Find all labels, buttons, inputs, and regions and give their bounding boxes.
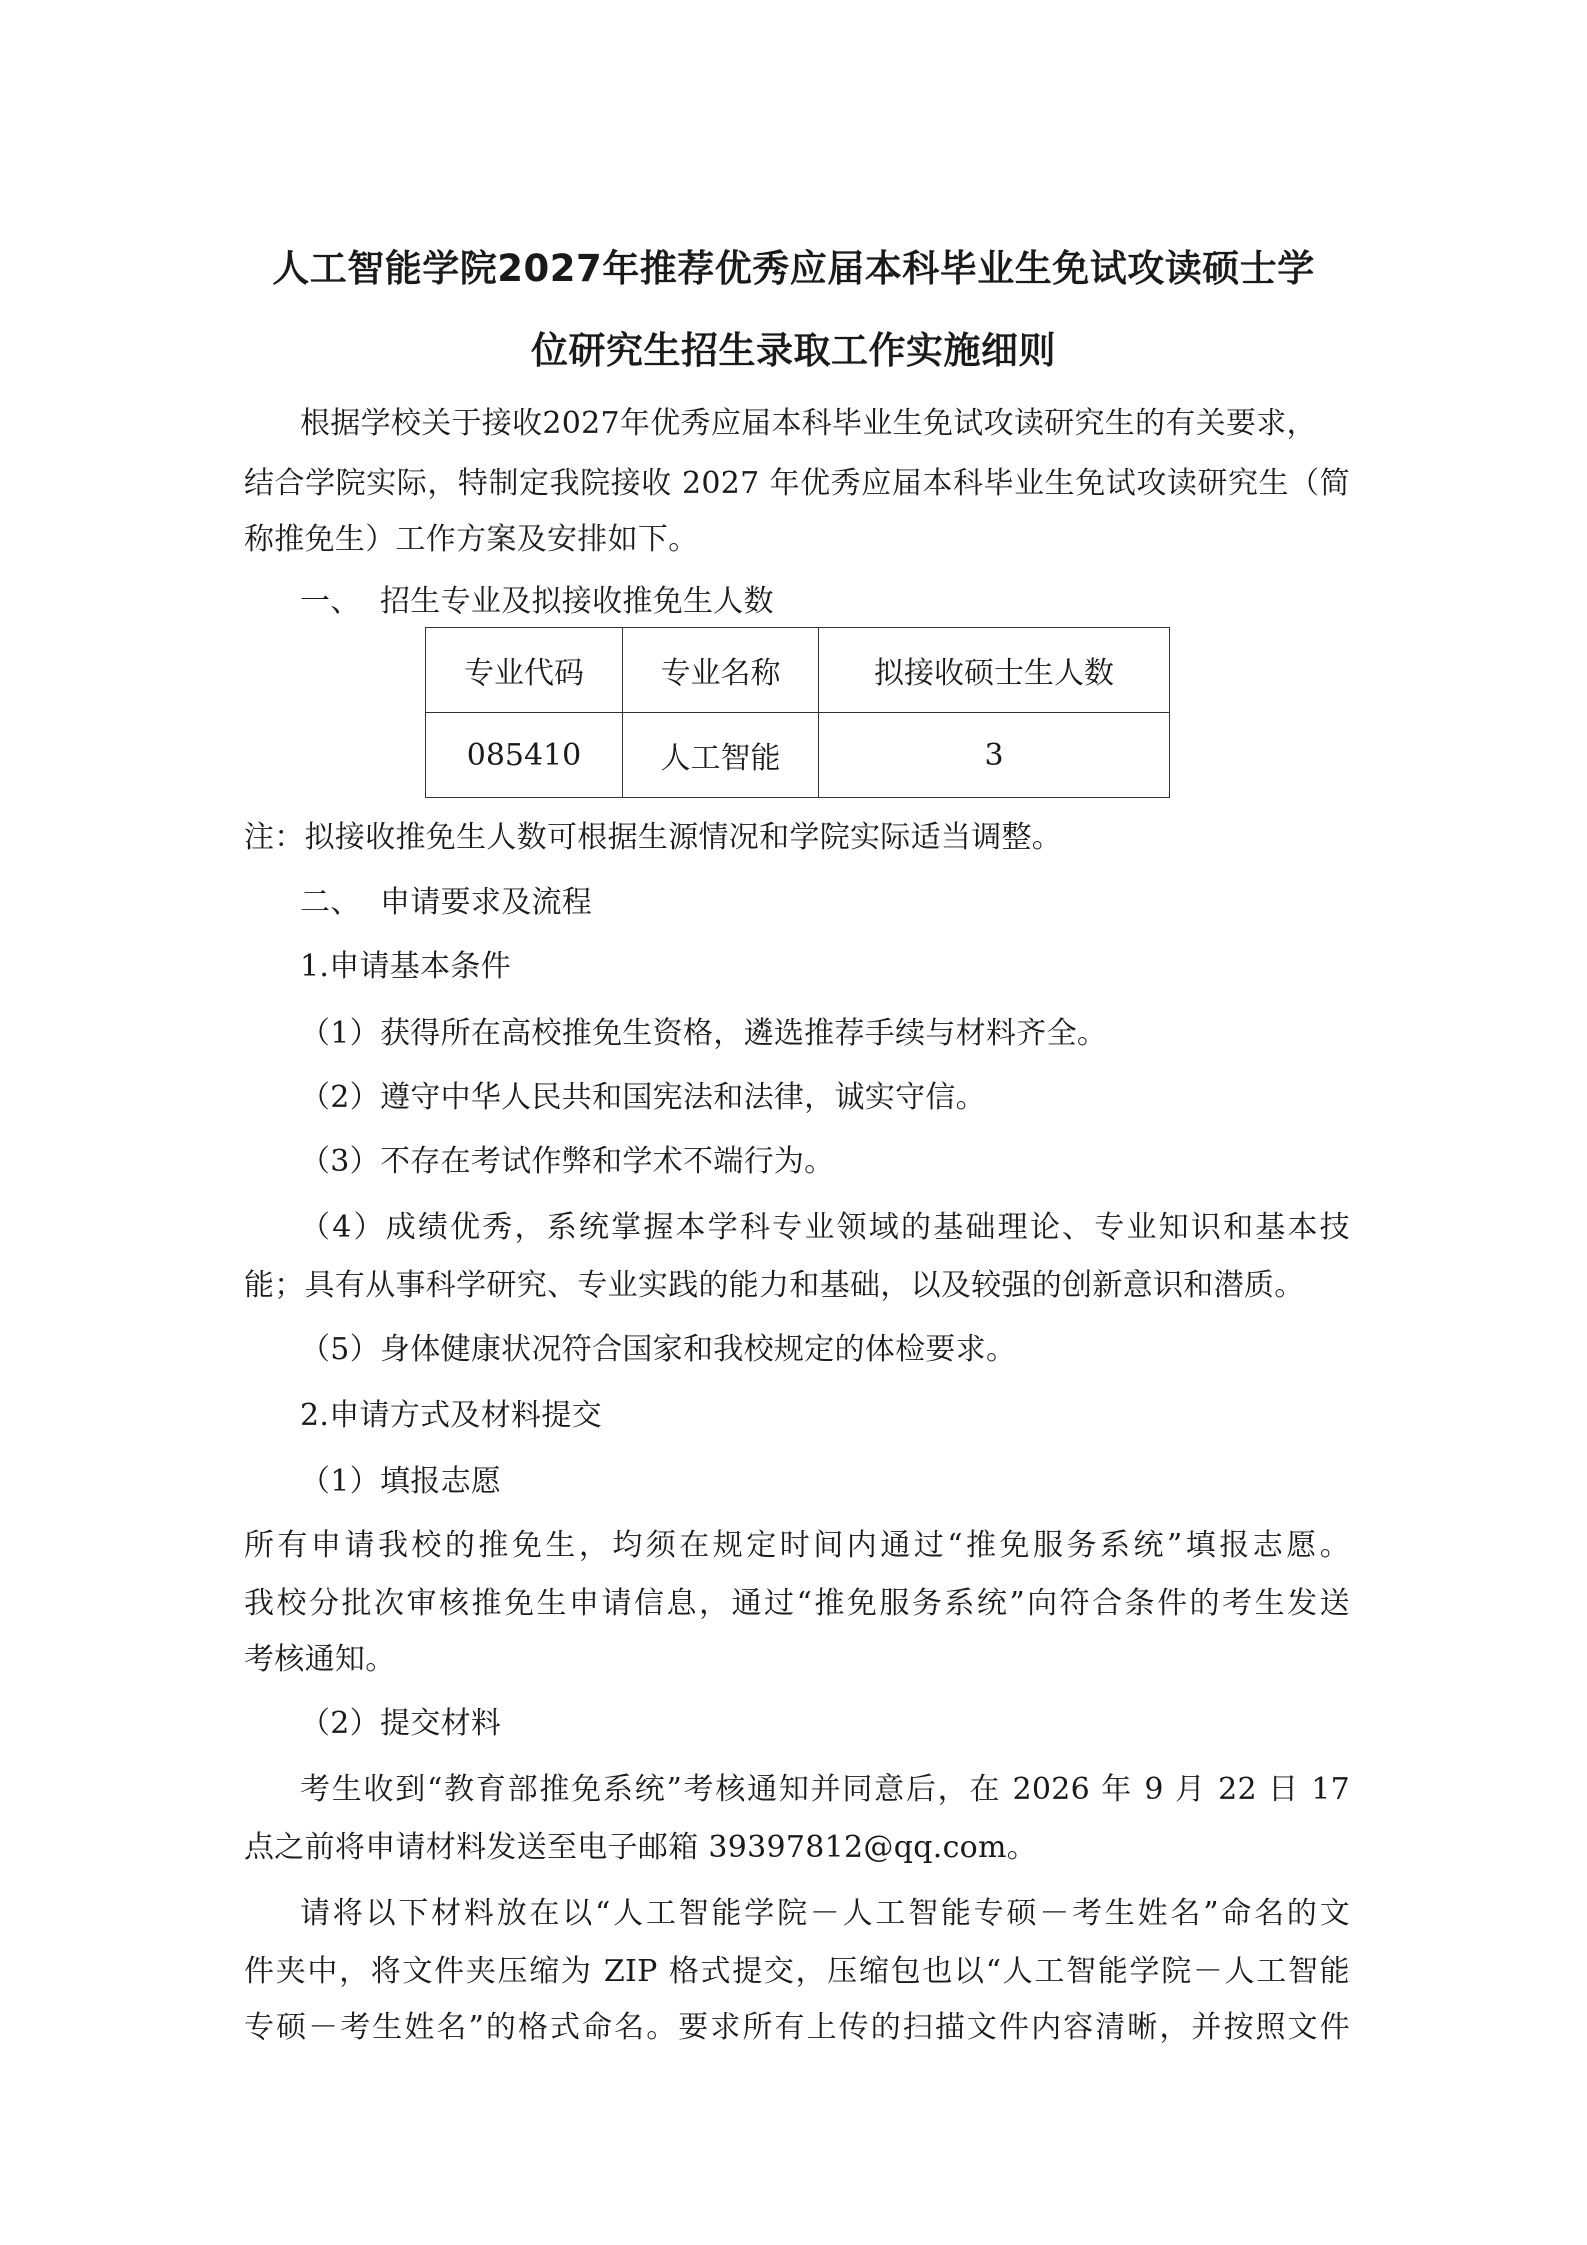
table-note: 注：拟接收推免生人数可根据生源情况和学院实际适当调整。 [244,820,1063,855]
step-1-text-line-2: 我校分批次审核推免生申请信息，通过“推免服务系统”向符合条件的考生发送 [244,1586,1350,1621]
cell-major-name: 人工智能 [623,713,819,798]
section-1-heading [300,582,1350,622]
subsection-1-heading: 1.申请基本条件 [300,949,512,984]
table-row [426,713,1170,798]
step-2-text2-line-3: 专硕－考生姓名”的格式命名。要求所有上传的扫描文件内容清晰，并按照文件 [244,2010,1350,2045]
section-1-number: 一、 [300,584,361,619]
cell-major-code: 085410 [426,713,623,798]
cell-quota: 3 [819,713,1170,798]
condition-4-line-1: （4）成绩优秀，系统掌握本学科专业领域的基础理论、专业知识和基本技 [300,1210,1350,1245]
condition-4-line-2: 能；具有从事科学研究、专业实践的能力和基础，以及较强的创新意识和潜质。 [244,1268,1305,1303]
subsection-2-heading: 2.申请方式及材料提交 [300,1398,602,1433]
step-2-text-line-2: 点之前将申请材料发送至电子邮箱 39397812@qq.com。 [244,1830,1038,1865]
table-header-row [426,628,1170,713]
condition-1: （1）获得所在高校推免生资格，遴选推荐手续与材料齐全。 [300,1016,1108,1051]
step-2-text-line-1: 考生收到“教育部推免系统”考核通知并同意后，在 2026 年 9 月 22 日 17 [300,1772,1350,1807]
condition-2: （2）遵守中华人民共和国宪法和法律，诚实守信。 [300,1080,986,1115]
intro-line-1: 根据学校关于接收2027年优秀应届本科毕业生免试攻读研究生的有关要求， [300,406,1317,441]
condition-3: （3）不存在考试作弊和学术不端行为。 [300,1144,835,1179]
header-quota: 拟接收硕士生人数 [819,628,1170,713]
intro-line-3: 称推免生）工作方案及安排如下。 [244,522,699,557]
step-1-text-line-3: 考核通知。 [244,1642,396,1677]
document-title-line-1: 人工智能学院2027年推荐优秀应届本科毕业生免试攻读硕士学 [272,247,1315,290]
quota-table [425,627,1170,798]
step-1-text-line-1: 所有申请我校的推免生，均须在规定时间内通过“推免服务系统”填报志愿。 [244,1528,1350,1563]
condition-5: （5）身体健康状况符合国家和我校规定的体检要求。 [300,1332,1017,1367]
document-title-line-2: 位研究生招生录取工作实施细则 [531,329,1056,372]
step-2-heading: （2）提交材料 [300,1706,502,1741]
header-major-name: 专业名称 [623,628,819,713]
section-1-title: 招生专业及拟接收推免生人数 [380,584,774,619]
section-2-number: 二、 [300,885,361,920]
section-2-heading [300,883,1350,923]
step-2-text2-line-1: 请将以下材料放在以“人工智能学院－人工智能专硕－考生姓名”命名的文 [300,1896,1350,1931]
intro-line-2: 结合学院实际，特制定我院接收 2027 年优秀应届本科毕业生免试攻读研究生（简 [244,466,1350,501]
step-2-text2-line-2: 件夹中，将文件夹压缩为 ZIP 格式提交，压缩包也以“人工智能学院－人工智能 [244,1954,1350,1989]
step-1-heading: （1）填报志愿 [300,1464,502,1499]
section-2-title: 申请要求及流程 [380,885,593,920]
header-major-code: 专业代码 [426,628,623,713]
